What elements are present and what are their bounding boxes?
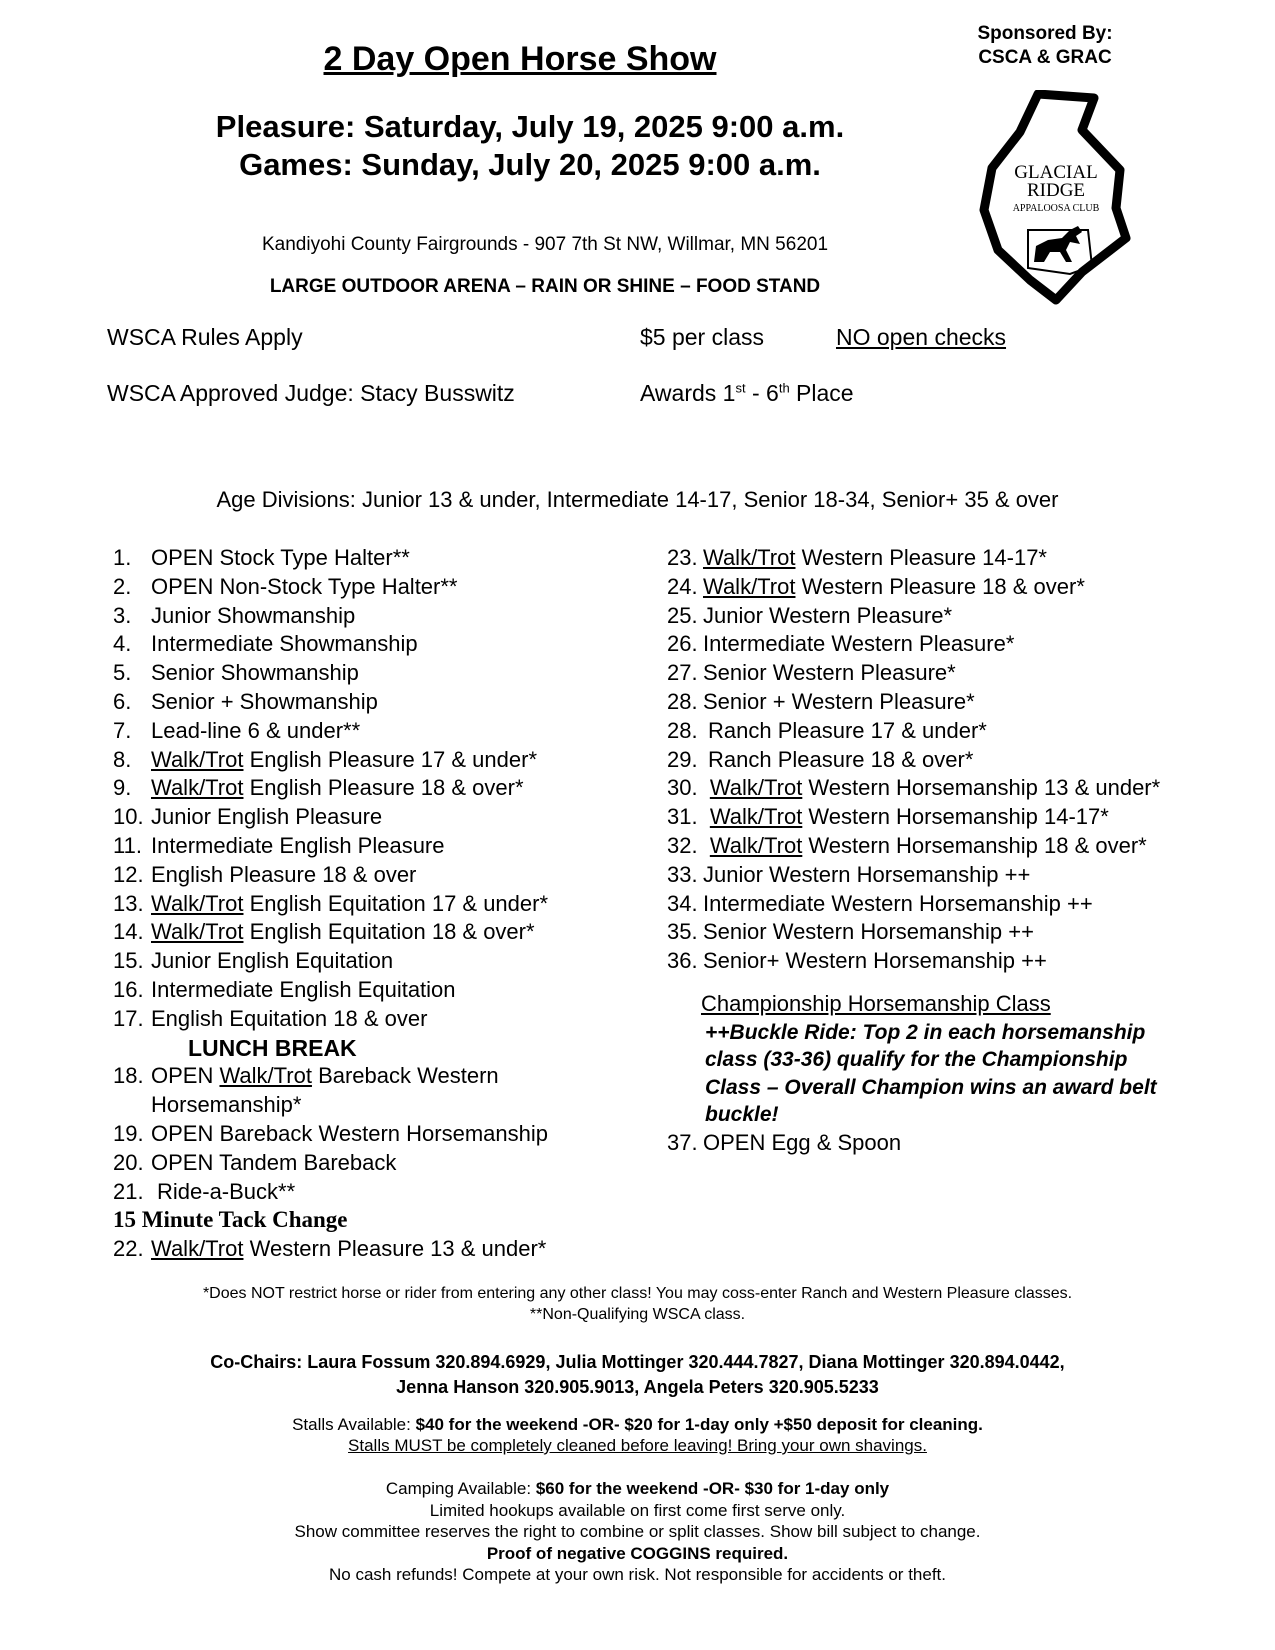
list-item: 4. Intermediate Showmanship bbox=[113, 631, 418, 657]
date-pleasure: Pleasure: Saturday, July 19, 2025 9:00 a.m. bbox=[215, 109, 845, 144]
co-chairs: Co-Chairs: Laura Fossum 320.894.6929, Julia Mottinger 320.444.7827, Diana Mottinger 320.894.0442, Jenna Hanson 320.905.9013, Angela Peters 320.905.5233 bbox=[210, 1352, 1065, 1397]
list-item: 35. Senior Western Horsemanship ++ bbox=[667, 919, 1034, 945]
list-item: 22. Walk/Trot Western Pleasure 13 & under* bbox=[113, 1236, 547, 1262]
list-item: 27. Senior Western Pleasure* bbox=[667, 660, 956, 686]
class-list-left bbox=[113, 544, 643, 1264]
price-text: $5 per class bbox=[640, 324, 765, 350]
list-item: 36. Senior+ Western Horsemanship ++ bbox=[667, 948, 1047, 974]
list-item: 31. Walk/Trot Western Horsemanship 14-17* bbox=[667, 804, 1109, 830]
arena-info: LARGE OUTDOOR ARENA – RAIN OR SHINE – FOOD STAND bbox=[269, 276, 821, 297]
list-item: 18. OPEN Walk/Trot Bareback Western Horsemanship* bbox=[113, 1063, 499, 1118]
lunch-break: LUNCH BREAK bbox=[188, 1034, 357, 1061]
venue-address: Kandiyohi County Fairgrounds - 907 7th St NW, Willmar, MN 56201 bbox=[261, 234, 829, 255]
list-item: 33. Junior Western Horsemanship ++ bbox=[667, 861, 1031, 887]
championship-title: Championship Horsemanship Class bbox=[701, 990, 1051, 1016]
committee-note: Show committee reserves the right to combine or split classes. Show bill subject to change. bbox=[294, 1522, 981, 1541]
footnote-nonqualifying: **Non-Qualifying WSCA class. bbox=[529, 1306, 746, 1323]
awards-text: Awards 1st - 6th Place bbox=[640, 380, 854, 406]
date-games: Games: Sunday, July 20, 2025 9:00 a.m. bbox=[239, 147, 821, 182]
club-logo bbox=[970, 90, 1140, 305]
list-item: 34. Intermediate Western Horsemanship ++ bbox=[667, 890, 1093, 916]
list-item: 9. Walk/Trot English Pleasure 18 & over* bbox=[113, 775, 524, 801]
list-item: 5. Senior Showmanship bbox=[113, 660, 359, 686]
coggins-note: Proof of negative COGGINS required. bbox=[486, 1543, 789, 1563]
sponsor-names: CSCA & GRAC bbox=[978, 47, 1112, 68]
stalls-info: Stalls Available: $40 for the weekend -OR- $20 for 1-day only +$50 deposit for cleaning. Stalls MUST be completely cleaned before leaving! Bring your own shavings. bbox=[60, 1414, 1215, 1456]
list-item: 19. OPEN Bareback Western Horsemanship bbox=[113, 1120, 548, 1146]
page-title: 2 Day Open Horse Show bbox=[323, 40, 717, 78]
footnote-crossentry: *Does NOT restrict horse or rider from entering any other class! You may coss-enter Ranch and Western Pleasure classes. bbox=[202, 1285, 1073, 1302]
list-item: 7. Lead-line 6 & under** bbox=[113, 717, 361, 743]
hookups-note: Limited hookups available on first come first serve only. bbox=[429, 1500, 846, 1520]
list-item: 23. Walk/Trot Western Pleasure 14-17* bbox=[667, 545, 1047, 570]
rules-text: WSCA Rules Apply bbox=[107, 324, 303, 350]
show-dates bbox=[100, 108, 960, 184]
list-item: 13. Walk/Trot English Equitation 17 & under* bbox=[113, 890, 549, 916]
list-item: 16. Intermediate English Equitation bbox=[113, 976, 456, 1002]
checks-text: NO open checks bbox=[836, 324, 1007, 350]
championship-description: ++Buckle Ride: Top 2 in each horsemanship class (33-36) qualify for the Championship Class – Overall Champion wins an award belt buckle! bbox=[705, 1020, 1157, 1127]
list-item: 11. Intermediate English Pleasure bbox=[113, 832, 445, 858]
list-item: 24. Walk/Trot Western Pleasure 18 & over* bbox=[667, 573, 1085, 599]
footnotes bbox=[60, 1283, 1215, 1325]
list-item: 6. Senior + Showmanship bbox=[113, 688, 378, 714]
logo-text-glacial: GLACIAL bbox=[1014, 162, 1098, 183]
age-divisions: Age Divisions: Junior 13 & under, Intermediate 14-17, Senior 18-34, Senior+ 35 & over bbox=[216, 487, 1059, 512]
logo-text-club: APPALOOSA CLUB bbox=[1012, 203, 1100, 214]
sponsor-block bbox=[960, 22, 1130, 70]
sponsor-label: Sponsored By: bbox=[977, 23, 1113, 44]
list-item: 29. Ranch Pleasure 18 & over* bbox=[667, 746, 974, 772]
tack-change: 15 Minute Tack Change bbox=[113, 1207, 348, 1233]
list-item: 25. Junior Western Pleasure* bbox=[667, 602, 953, 628]
list-item: 37. OPEN Egg & Spoon bbox=[667, 1129, 902, 1155]
logo-text-ridge: RIDGE bbox=[1026, 180, 1086, 201]
list-item: 2. OPEN Non-Stock Type Halter** bbox=[113, 573, 458, 599]
list-item: 17. English Equitation 18 & over bbox=[113, 1005, 428, 1031]
class-list-right bbox=[667, 544, 1172, 1158]
list-item: 8. Walk/Trot English Pleasure 17 & under* bbox=[113, 746, 538, 772]
list-item: 15. Junior English Equitation bbox=[113, 948, 394, 974]
camping-info: Camping Available: $60 for the weekend -OR- $30 for 1-day only Limited hookups available on first come first serve only. Show committee reserves the right to combine or split classes. Show bill subject to change. Proof of negative COGGINS required. No cash refunds! Compete at your own risk. Not responsible for accidents or theft. bbox=[60, 1478, 1215, 1586]
list-item: 12. English Pleasure 18 & over bbox=[113, 861, 417, 887]
list-item: 21. Ride-a-Buck** bbox=[113, 1178, 296, 1204]
stalls-note: Stalls MUST be completely cleaned before leaving! Bring your own shavings. bbox=[348, 1436, 927, 1455]
list-item: 32. Walk/Trot Western Horsemanship 18 & over* bbox=[667, 832, 1147, 858]
list-item: 10. Junior English Pleasure bbox=[113, 804, 383, 830]
list-item: 20. OPEN Tandem Bareback bbox=[113, 1149, 397, 1175]
list-item: 14. Walk/Trot English Equitation 18 & over* bbox=[113, 919, 535, 945]
list-item: 26. Intermediate Western Pleasure* bbox=[667, 631, 1015, 657]
judge-text: WSCA Approved Judge: Stacy Busswitz bbox=[107, 380, 515, 406]
list-item: 1. OPEN Stock Type Halter** bbox=[113, 545, 410, 570]
list-item: 3. Junior Showmanship bbox=[113, 602, 356, 628]
list-item: 30. Walk/Trot Western Horsemanship 13 & under* bbox=[667, 775, 1161, 801]
list-item: 28. Senior + Western Pleasure* bbox=[667, 688, 975, 714]
list-item: 28. Ranch Pleasure 17 & under* bbox=[667, 717, 987, 743]
refunds-note: No cash refunds! Compete at your own risk. Not responsible for accidents or theft. bbox=[328, 1565, 946, 1584]
